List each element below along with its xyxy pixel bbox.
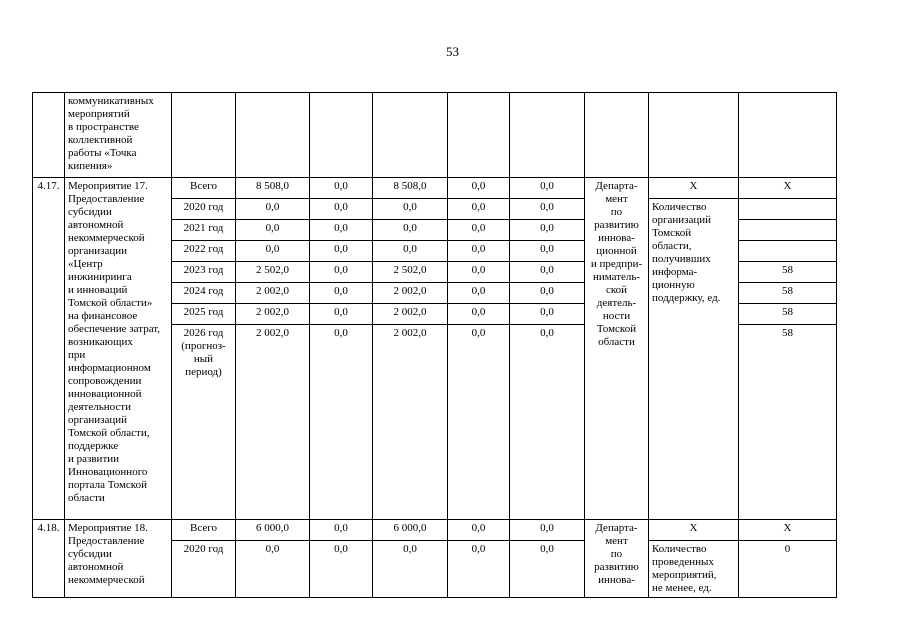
- amount-cell: 0,0: [448, 325, 510, 520]
- activity-name-cell: Мероприятие 18. Предоставление субсидии автономной некоммерческой: [65, 520, 172, 598]
- row-number-cell: [33, 93, 65, 178]
- empty-cell: [585, 93, 649, 178]
- period-cell: 2024 год: [172, 283, 236, 304]
- indicator-value-cell: 58: [739, 283, 837, 304]
- indicator-value-cell: [739, 220, 837, 241]
- amount-cell: 0,0: [510, 541, 585, 598]
- amount-cell: 0,0: [510, 241, 585, 262]
- amount-cell: 0,0: [310, 325, 373, 520]
- empty-cell: [310, 93, 373, 178]
- amount-cell: 0,0: [236, 220, 310, 241]
- amount-cell: 0,0: [448, 241, 510, 262]
- amount-cell: 2 502,0: [373, 262, 448, 283]
- continuation-row: [33, 93, 837, 178]
- page-number: 53: [446, 44, 459, 59]
- amount-cell: 0,0: [510, 220, 585, 241]
- period-cell: 2025 год: [172, 304, 236, 325]
- amount-cell: 0,0: [310, 262, 373, 283]
- row-number-cell: 4.18.: [33, 520, 65, 598]
- indicator-name-cell: Количество организаций Томской области, получивших информа- ционную поддержку, ед.: [649, 199, 739, 520]
- amount-cell: 0,0: [310, 304, 373, 325]
- amount-cell: 0,0: [373, 220, 448, 241]
- indicator-name-cell: X: [649, 178, 739, 199]
- row17-total-row: [33, 178, 837, 199]
- indicator-value-cell: [739, 199, 837, 220]
- amount-cell: 0,0: [310, 199, 373, 220]
- empty-cell: [739, 93, 837, 178]
- period-cell: 2023 год: [172, 262, 236, 283]
- amount-cell: 0,0: [448, 283, 510, 304]
- indicator-name-cell: Количество проведенных мероприятий, не менее, ед.: [649, 541, 739, 598]
- amount-cell: 0,0: [510, 325, 585, 520]
- amount-cell: 0,0: [448, 178, 510, 199]
- row18-total-row: [33, 520, 837, 541]
- empty-cell: [510, 93, 585, 178]
- amount-cell: 0,0: [236, 241, 310, 262]
- period-cell: 2022 год: [172, 241, 236, 262]
- amount-cell: 0,0: [310, 520, 373, 541]
- amount-cell: 0,0: [310, 283, 373, 304]
- amount-cell: 2 002,0: [236, 283, 310, 304]
- empty-cell: [448, 93, 510, 178]
- activity-name-cell: Мероприятие 17. Предоставление субсидии автономной некоммерческой организации «Центр инжиниринга и инноваций Томской области» на финансовое обеспечение затрат, возникающих при информационном сопровождении инновационной деятельности организаций Томской области, поддержке и развитии Инновационного портала Томской области: [65, 178, 172, 520]
- period-cell: Всего: [172, 520, 236, 541]
- indicator-value-cell: X: [739, 178, 837, 199]
- amount-cell: 0,0: [236, 199, 310, 220]
- indicator-value-cell: X: [739, 520, 837, 541]
- indicator-value-cell: 58: [739, 325, 837, 520]
- indicator-value-cell: 58: [739, 262, 837, 283]
- period-cell: 2021 год: [172, 220, 236, 241]
- amount-cell: 2 502,0: [236, 262, 310, 283]
- period-cell: Всего: [172, 178, 236, 199]
- amount-cell: 2 002,0: [373, 325, 448, 520]
- row-number-cell: 4.17.: [33, 178, 65, 520]
- amount-cell: 0,0: [310, 178, 373, 199]
- amount-cell: 6 000,0: [373, 520, 448, 541]
- amount-cell: 0,0: [510, 304, 585, 325]
- indicator-value-cell: [739, 241, 837, 262]
- amount-cell: 0,0: [373, 199, 448, 220]
- executor-cell: Департа- мент по развитию иннова-: [585, 520, 649, 598]
- amount-cell: 0,0: [310, 241, 373, 262]
- amount-cell: 0,0: [510, 178, 585, 199]
- amount-cell: 2 002,0: [373, 304, 448, 325]
- empty-cell: [373, 93, 448, 178]
- period-cell: 2026 год (прогноз- ный период): [172, 325, 236, 520]
- period-cell: 2020 год: [172, 541, 236, 598]
- executor-cell: Департа- мент по развитию иннова- ционной и предпри- ниматель- ской деятель- ности Томской области: [585, 178, 649, 520]
- amount-cell: 2 002,0: [236, 304, 310, 325]
- empty-cell: [236, 93, 310, 178]
- amount-cell: 0,0: [236, 541, 310, 598]
- program-table: [32, 92, 837, 598]
- empty-cell: [172, 93, 236, 178]
- amount-cell: 0,0: [448, 220, 510, 241]
- amount-cell: 0,0: [373, 241, 448, 262]
- amount-cell: 0,0: [310, 220, 373, 241]
- amount-cell: 0,0: [373, 541, 448, 598]
- amount-cell: 0,0: [448, 199, 510, 220]
- indicator-name-cell: X: [649, 520, 739, 541]
- amount-cell: 0,0: [510, 262, 585, 283]
- indicator-value-cell: 0: [739, 541, 837, 598]
- amount-cell: 2 002,0: [373, 283, 448, 304]
- amount-cell: 0,0: [448, 541, 510, 598]
- amount-cell: 8 508,0: [236, 178, 310, 199]
- period-cell: 2020 год: [172, 199, 236, 220]
- amount-cell: 2 002,0: [236, 325, 310, 520]
- amount-cell: 8 508,0: [373, 178, 448, 199]
- amount-cell: 0,0: [448, 262, 510, 283]
- activity-name-cell: коммуникативных мероприятий в пространстве коллективной работы «Точка кипения»: [65, 93, 172, 178]
- amount-cell: 0,0: [510, 520, 585, 541]
- amount-cell: 0,0: [310, 541, 373, 598]
- amount-cell: 0,0: [448, 520, 510, 541]
- empty-cell: [649, 93, 739, 178]
- amount-cell: 0,0: [448, 304, 510, 325]
- amount-cell: 0,0: [510, 199, 585, 220]
- amount-cell: 0,0: [510, 283, 585, 304]
- indicator-value-cell: 58: [739, 304, 837, 325]
- amount-cell: 6 000,0: [236, 520, 310, 541]
